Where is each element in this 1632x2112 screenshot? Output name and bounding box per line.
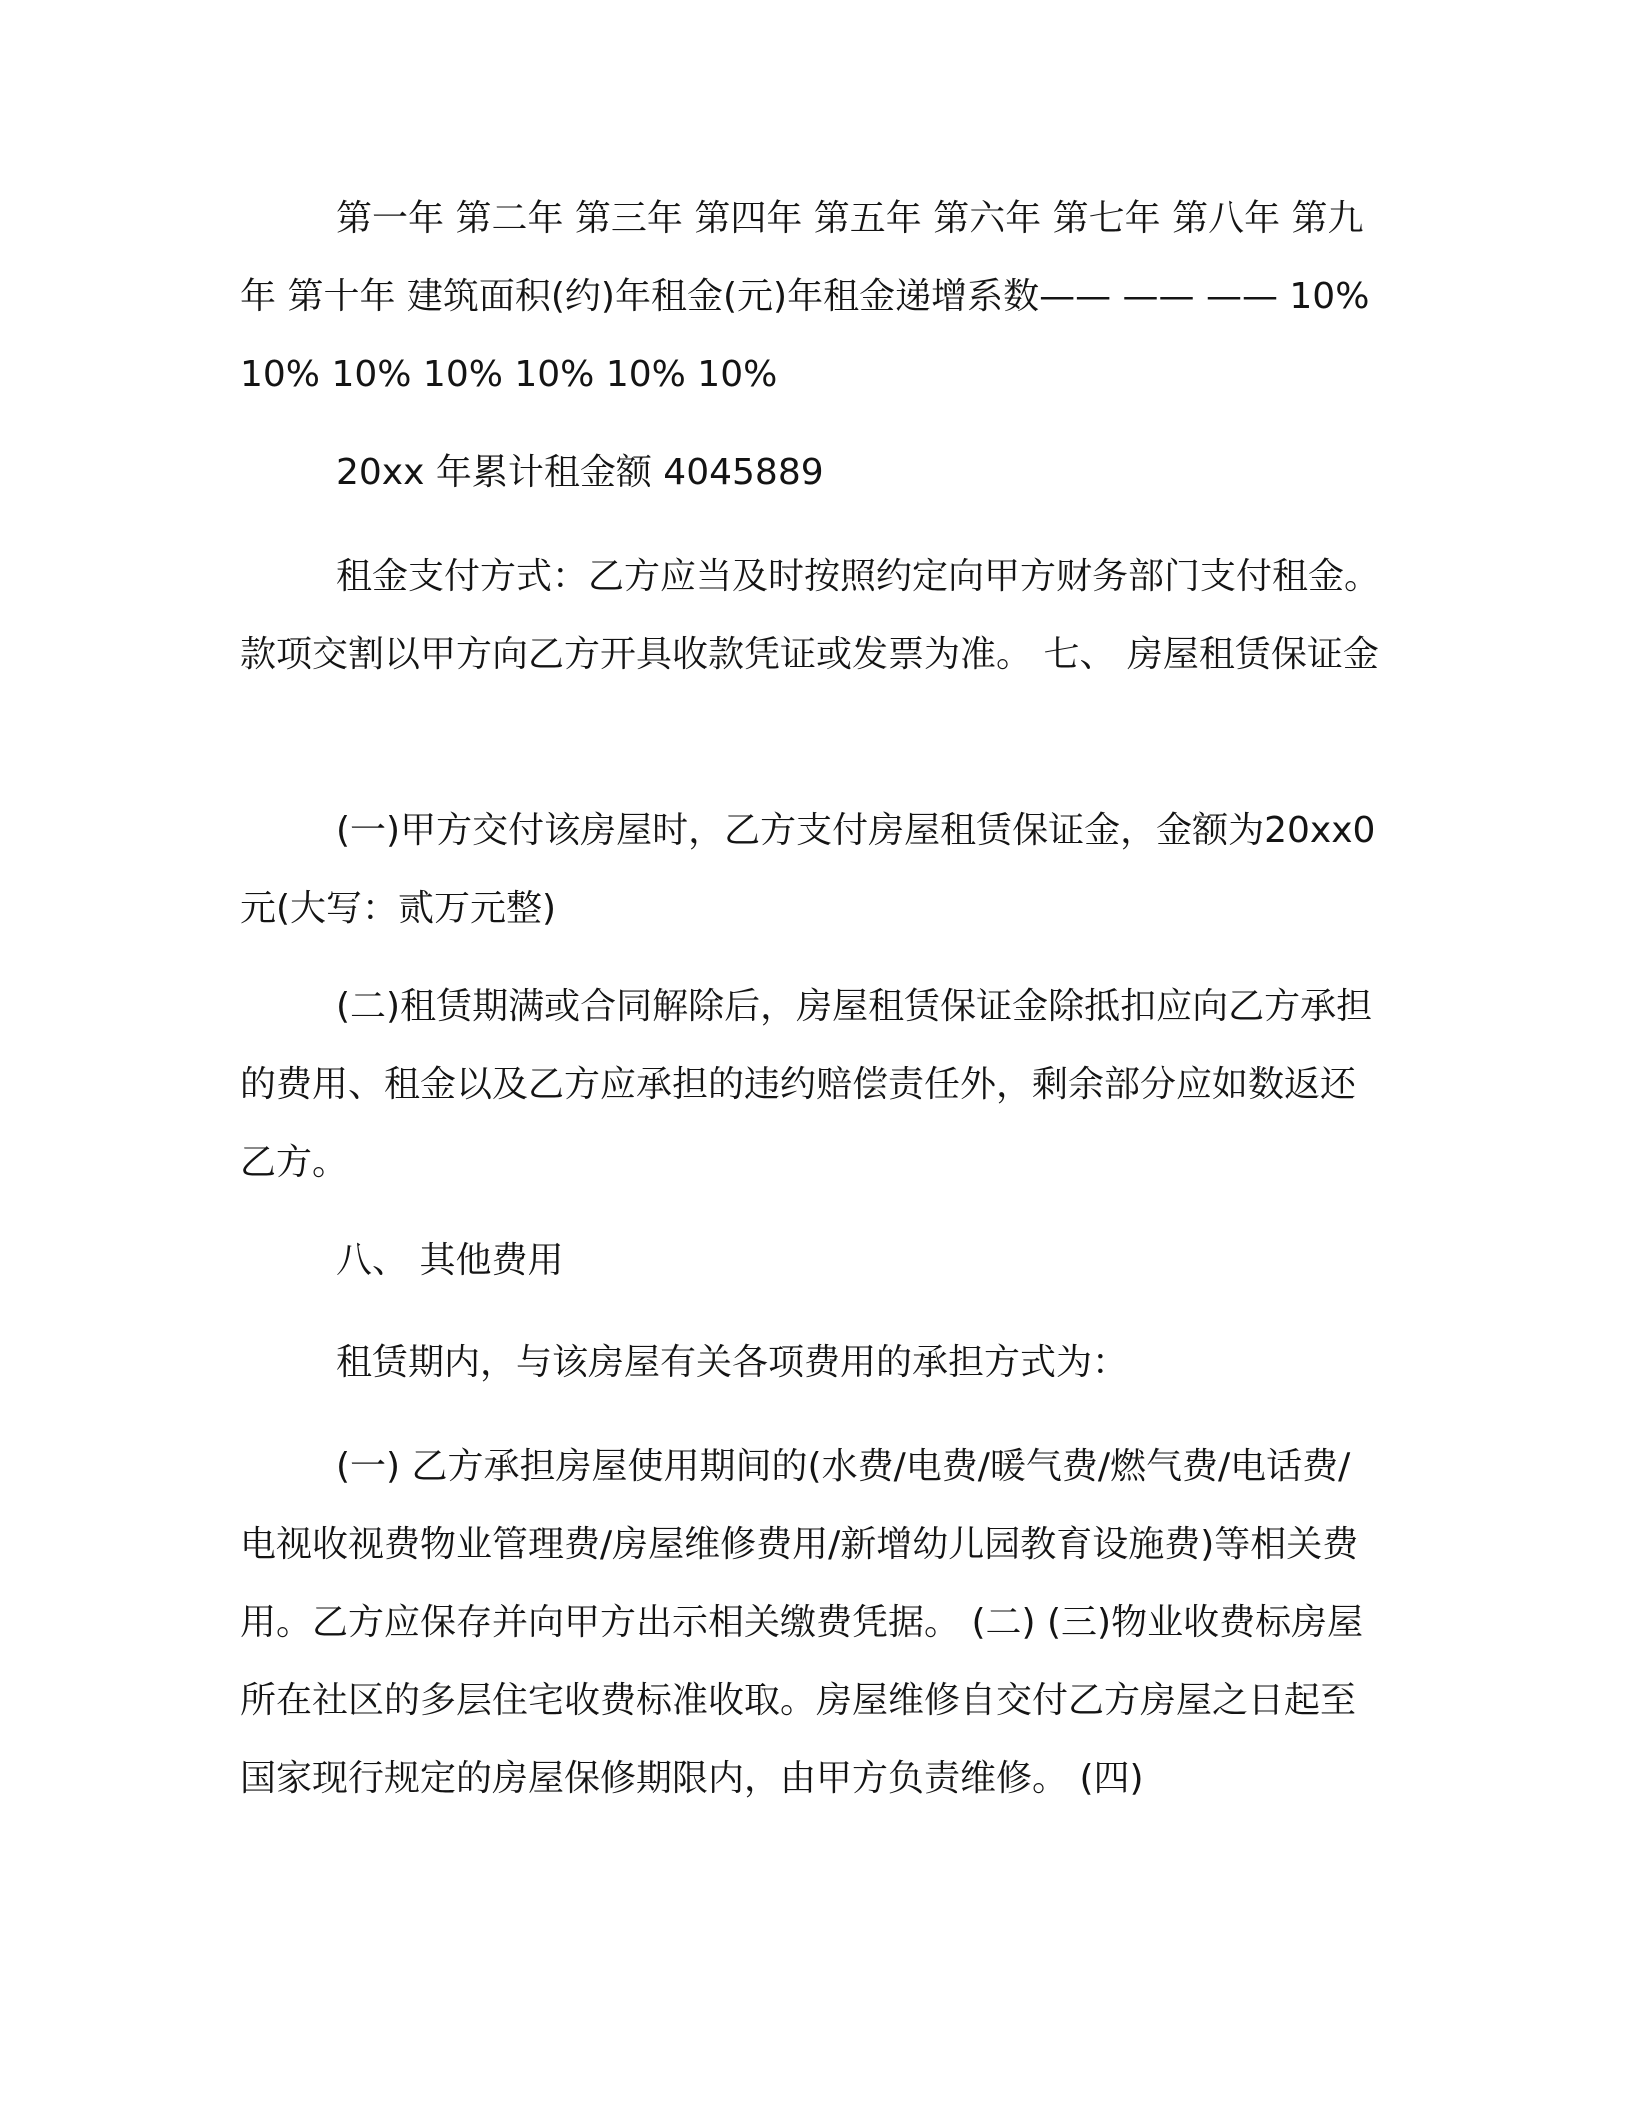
section-heading-other-fees: 八、 其他费用: [336, 1240, 564, 1281]
paragraph-deposit-amount: (一)甲方交付该房屋时，乙方支付房屋租赁保证金，金额为20xx0 元(大写：贰万元整): [240, 810, 1376, 929]
paragraph-total-rent: 20xx 年累计租金额 4045889: [336, 452, 824, 493]
paragraph-payment-method: 租金支付方式：乙方应当及时按照约定向甲方财务部门支付租金。款项交割以甲方向乙方开具收款凭证或发票为准。 七、 房屋租赁保证金: [240, 556, 1381, 675]
paragraph-deposit-return: (二)租赁期满或合同解除后，房屋租赁保证金除抵扣应向乙方承担的费用、租金以及乙方应承担的违约赔偿责任外，剩余部分应如数返还乙方。: [240, 986, 1373, 1183]
paragraph-fee-intro: 租赁期内，与该房屋有关各项费用的承担方式为：: [336, 1342, 1129, 1383]
paragraph-fee-details: (一) 乙方承担房屋使用期间的(水费/电费/暖气费/燃气费/电话费/电视收视费物业管理费/房屋维修费用/新增幼儿园教育设施费)等相关费用。乙方应保存并向甲方出示相关缴费凭据。 (二) (三)物业收费标房屋所在社区的多层住宅收费标准收取。房屋维修自交付乙方房屋之日起至国家现行规定的房屋保修期限内，由甲方负责维修。 (四): [240, 1446, 1364, 1799]
paragraph-rent-schedule: 第一年 第二年 第三年 第四年 第五年 第六年 第七年 第八年 第九年 第十年 建筑面积(约)年租金(元)年租金递增系数—— —— —— 10% 10% 10% 10% 10% 10% 10%: [240, 198, 1370, 395]
